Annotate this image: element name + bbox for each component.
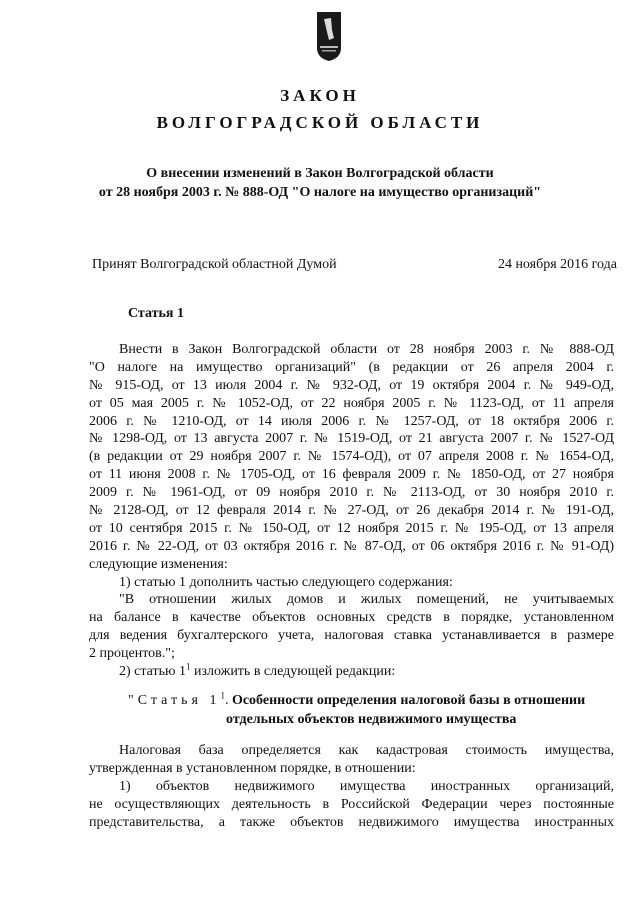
body-line: № 1298-ОД, от 13 августа 2007 г. № 1519-ОД, от 21 августа 2007 г. № 1527-ОД [89,431,614,447]
body-line: не осуществляющих деятельность в Российской Федерации через постоянные [89,796,614,812]
body-line: "В отношении жилых домов и жилых помещений, не учитываемых [119,592,614,608]
coat-of-arms-icon [316,10,342,62]
body-line: от 05 мая 2005 г. № 1052-ОД, от 22 ноября 2005 г. № 1123-ОД, от 11 апреля [89,395,614,411]
item-2-line [89,663,614,681]
body-line: представительства, а также объектов недвижимого имущества иностранных [89,814,614,830]
body-line: для ведения бухгалтерского учета, налоговая ставка устанавливается в размере [89,628,614,644]
article-1-body [89,341,614,681]
subtitle-line-2: от 28 ноября 2003 г. № 888-ОД "О налоге на имущество организаций" [98,185,542,200]
body-line: "О налоге на имущество организаций" (в редакции от 26 апреля 2004 г. [89,359,614,375]
adoption-date: 24 ноября 2016 года [497,257,617,272]
law-subtitle [80,164,560,202]
region-title: ВОЛГОГРАДСКОЙ ОБЛАСТИ [156,113,484,132]
body-line: (в редакции от 29 ноября 2007 г. № 1574-ОД), от 07 апреля 2008 г. № 1654-ОД, [89,449,614,465]
article-1-1-title-2: отдельных объектов недвижимого имущества [226,712,517,727]
body-line: Налоговая база определяется как кадастровая стоимость имущества, [119,743,614,758]
body-line: 1) объектов недвижимого имущества иностранных организаций, [119,778,614,794]
item-2-text: 2) статью 1 [119,664,186,680]
body-line: 1) статью 1 дополнить частью следующего содержания: [119,574,453,590]
item-2-text-post: изложить в следующей редакции: [190,664,396,680]
body-line: от 11 июня 2008 г. № 1705-ОД, от 16 февраля 2009 г. № 1850-ОД, от 27 ноября [89,467,614,483]
body-line: от 10 сентября 2015 г. № 150-ОД, от 12 ноября 2015 г. № 195-ОД, от 13 апреля [89,520,614,536]
law-title: ЗАКОН [280,86,360,105]
body-line: 2016 г. № 22-ОД, от 03 октября 2016 г. № 87-ОД, от 06 октября 2016 г. № 91-ОД) [89,538,614,554]
subtitle-line-1: О внесении изменений в Закон Волгоградской области [146,166,494,181]
article-1-heading: Статья 1 [128,306,184,321]
item-2-sup: 1 [185,661,191,672]
article-1-1-body [89,742,614,831]
body-line: 2 процентов."; [89,646,175,662]
body-line: Внести в Закон Волгоградской области от 28 ноября 2003 г. № 888-ОД [119,342,614,357]
body-line: следующие изменения: [89,556,228,572]
body-line: 2009 г. № 1961-ОД, от 09 ноября 2010 г. № 2113-ОД, от 30 ноября 2010 г. [89,485,614,501]
body-line: № 2128-ОД, от 12 февраля 2014 г. № 27-ОД, от 26 декабря 2014 г. № 191-ОД, [89,503,614,519]
body-line: на балансе в качестве объектов основных средств в порядке, установленном [89,610,614,626]
article-1-1-heading [128,691,608,729]
article-1-1-label-sup: 1 [220,690,225,701]
article-1-1-title-1: Особенности определения налоговой базы в отношении [231,693,586,708]
body-line: № 915-ОД, от 13 июля 2004 г. № 932-ОД, от 19 октября 2004 г. № 949-ОД, [89,377,614,393]
body-line: утвержденная в установленном порядке, в отношении: [89,760,416,776]
article-1-1-label: "Статья 1 [128,693,221,708]
article-1-1-label-dot: . [224,693,229,708]
body-line: 2006 г. № 1210-ОД, от 14 июля 2006 г. № 1257-ОД, от 18 октября 2006 г. [89,413,614,429]
adopted-by: Принят Волгоградской областной Думой [92,257,337,272]
